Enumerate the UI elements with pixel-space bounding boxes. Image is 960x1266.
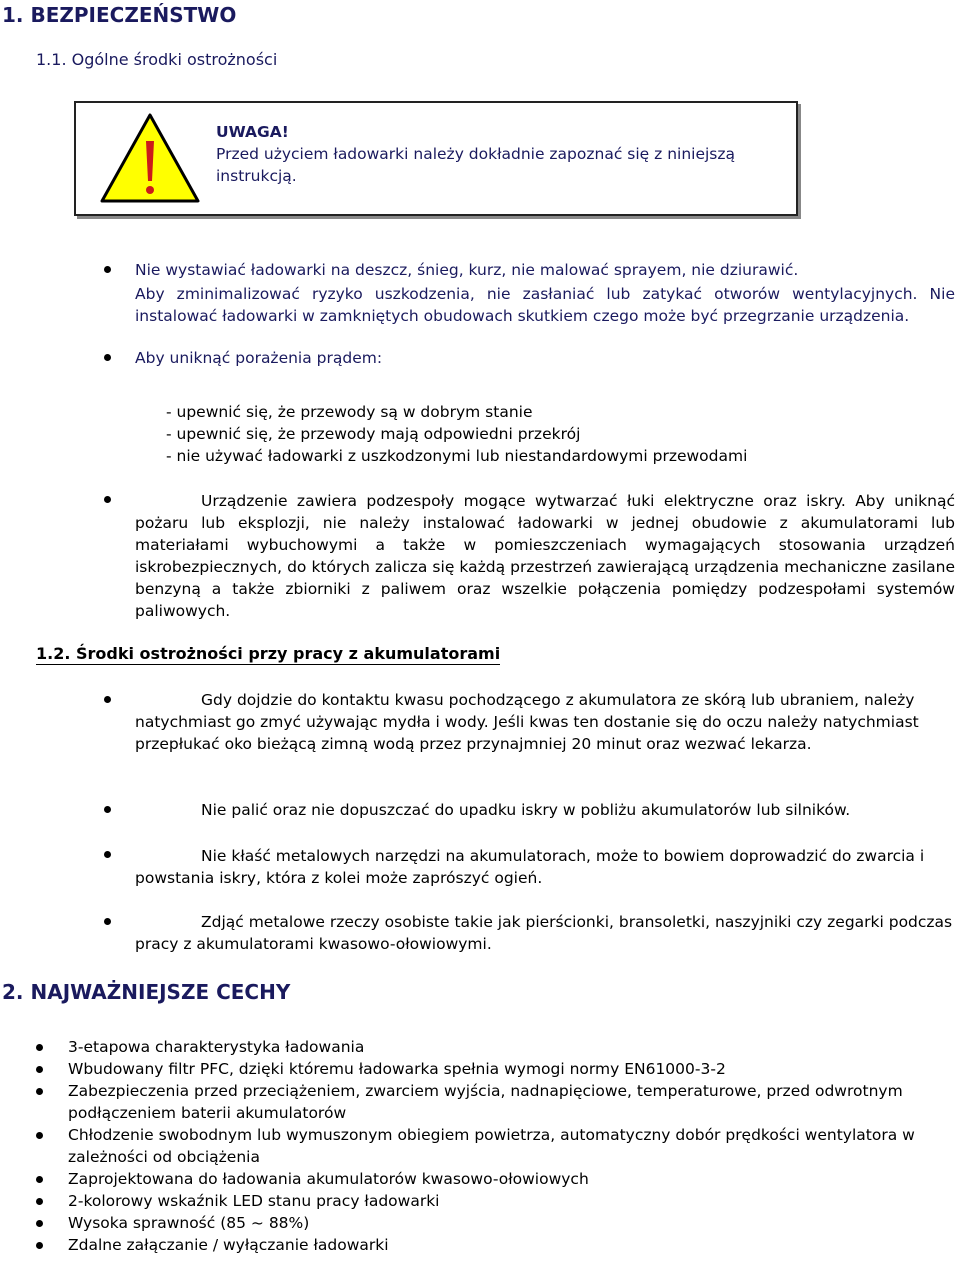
feature-item: [32, 1234, 932, 1256]
feature-item: [32, 1036, 932, 1058]
feature-item: [32, 1080, 932, 1124]
feature-item: [32, 1058, 932, 1080]
feature-item: [32, 1212, 932, 1234]
bullet-2-intro: Aby uniknąć porażenia prądem:: [135, 349, 383, 367]
feature-item: [32, 1168, 932, 1190]
bullet-2-item: - nie używać ładowarki z uszkodzonymi lub niestandardowymi przewodami: [166, 447, 748, 465]
bullet-dot: [104, 354, 111, 361]
sub2-bullet-2-content: Nie palić oraz nie dopuszczać do upadku iskry w pobliżu akumulatorów lub silników.: [201, 801, 851, 819]
sub2-bullet-4: [135, 911, 960, 955]
sub2-bullet-1-content: Gdy dojdzie do kontaktu kwasu pochodzącego z akumulatora ze skórą lub ubraniem, należy natychmiast go zmyć używając mydła i wody. Jeśli kwas ten dostanie się do oczu należy natychmiast przepłukać oko bieżącą zimną wodą przez przynajmniej 20 minut oraz wezwać lekarza.: [135, 691, 919, 753]
sub2-bullet-4-content: Zdjąć metalowe rzeczy osobiste takie jak pierścionki, bransoletki, naszyjniki czy zegarki podczas pracy z akumulatorami kwasowo-ołowiowymi.: [135, 913, 953, 953]
feature-text: Wbudowany filtr PFC, dzięki któremu ładowarka spełnia wymogi normy EN61000-3-2: [68, 1060, 726, 1078]
bullet-dot: [36, 1132, 43, 1139]
feature-text: 2-kolorowy wskaźnik LED stanu pracy ładowarki: [68, 1192, 440, 1210]
section-2-title: 2. NAJWAŻNIEJSZE CECHY: [2, 980, 291, 1004]
bullet-dot: [36, 1088, 43, 1095]
feature-text: Zdalne załączanie / wyłączanie ładowarki: [68, 1236, 389, 1254]
bullet-dot: [36, 1044, 43, 1051]
bullet-1-line-2: Aby zminimalizować ryzyko uszkodzenia, nie zasłaniać lub zatykać otworów wentylacyjnych. Nie instalować ładowarki w zamkniętych obudowach skutkiem czego może być przegrzanie urządzenia.: [135, 285, 955, 325]
bullet-dot: [104, 266, 111, 273]
sub2-bullet-2: [135, 799, 935, 821]
bullet-dot: [104, 696, 111, 703]
sub2-bullet-1: [135, 689, 935, 755]
bullet-dot: [104, 806, 111, 813]
bullet-dot: [36, 1220, 43, 1227]
feature-text: Wysoka sprawność (85 ~ 88%): [68, 1214, 310, 1232]
sub2-bullet-3-content: Nie kłaść metalowych narzędzi na akumulatorach, może to bowiem doprowadzić do zwarcia i powstania iskry, która z kolei może zaprószyć ogień.: [135, 847, 925, 887]
warning-text: Przed użyciem ładowarki należy dokładnie zapoznać się z niniejszą instrukcją.: [216, 145, 736, 185]
bullet-dot: [104, 851, 111, 858]
feature-text: Zaprojektowana do ładowania akumulatorów kwasowo-ołowiowych: [68, 1170, 589, 1188]
bullet-1-line-1: Nie wystawiać ładowarki na deszcz, śnieg, kurz, nie malować sprayem, nie dziurawić.: [135, 261, 799, 279]
bullet-2-sublist: [166, 401, 747, 467]
section-1-title: 1. BEZPIECZEŃSTWO: [2, 3, 237, 27]
bullet-2-item: - upewnić się, że przewody mają odpowiedni przekrój: [166, 425, 581, 443]
bullet-3-text: [135, 490, 955, 622]
bullet-dot: [104, 496, 111, 503]
feature-text: 3-etapowa charakterystyka ładowania: [68, 1038, 365, 1056]
feature-item: [32, 1124, 932, 1168]
feature-item: [32, 1190, 932, 1212]
warning-box: [74, 101, 798, 216]
feature-text: Chłodzenie swobodnym lub wymuszonym obiegiem powietrza, automatyczny dobór prędkości wentylatora w zależności od obciążenia: [68, 1126, 915, 1166]
bullet-dot: [36, 1198, 43, 1205]
subsection-1-2-title: 1.2. Środki ostrożności przy pracy z akumulatorami: [36, 644, 501, 663]
features-list: [32, 1036, 932, 1256]
subsection-1-1-title: 1.1. Ogólne środki ostrożności: [36, 50, 278, 69]
bullet-1-text: [135, 259, 955, 327]
sub2-bullet-3: [135, 845, 935, 889]
bullet-3-content: Urządzenie zawiera podzespoły mogące wytwarzać łuki elektryczne oraz iskry. Aby uniknąć pożaru lub eksplozji, nie należy instalować ładowarki w jednej obudowie z akumulatorami lub materiałami wybuchowymi a także w pomieszczeniach wymagających stosowania urządzeń iskrobezpiecznych, do których zalicza się każdą przestrzeń zawierającą urządzenia mechaniczne zasilane benzyną a także zbiorniki z paliwem oraz wszelkie połączenia pomiędzy podzespołami systemów paliwowych.: [135, 492, 955, 620]
bullet-dot: [104, 918, 111, 925]
feature-text: Zabezpieczenia przed przeciążeniem, zwarciem wyjścia, nadnapięciowe, temperaturowe, przed odwrotnym podłączeniem baterii akumulatorów: [68, 1082, 903, 1122]
bullet-2-item: - upewnić się, że przewody są w dobrym stanie: [166, 403, 533, 421]
bullet-dot: [36, 1176, 43, 1183]
warning-triangle-icon: [98, 111, 202, 205]
bullet-dot: [36, 1242, 43, 1249]
bullet-dot: [36, 1066, 43, 1073]
warning-label: UWAGA!: [216, 123, 289, 141]
